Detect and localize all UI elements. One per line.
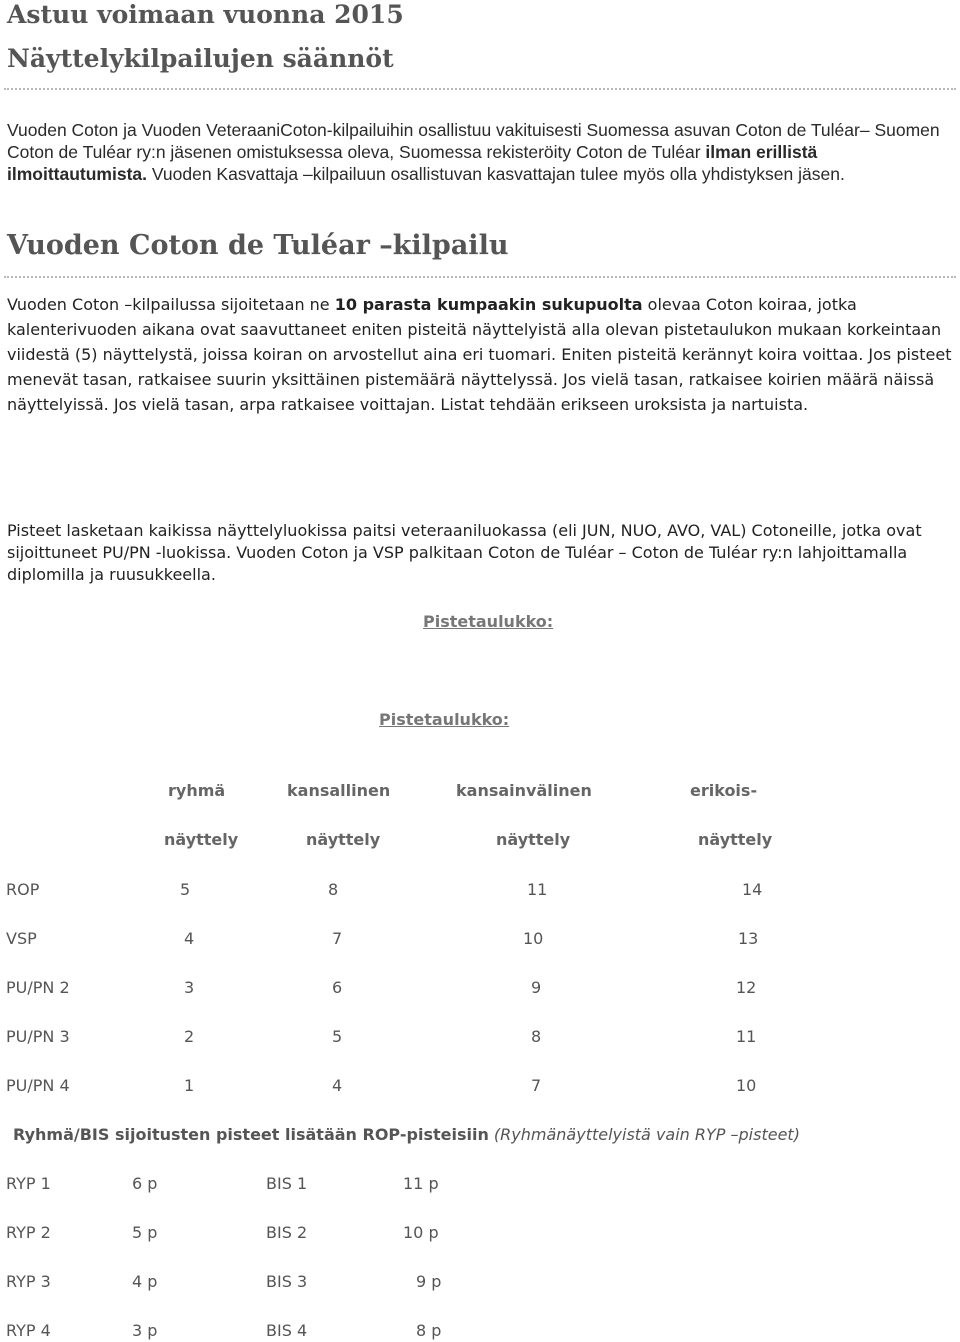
table-cell: 3 — [184, 978, 195, 997]
intro-paragraph — [7, 119, 955, 185]
rules-paragraph — [7, 292, 957, 417]
divider — [4, 276, 956, 278]
table-row-label: ROP — [6, 880, 40, 899]
bis-table-cell: 6 p — [132, 1174, 158, 1193]
table-cell: 4 — [332, 1076, 343, 1095]
table-title: Pistetaulukko: — [423, 612, 554, 631]
table-cell: 4 — [184, 929, 195, 948]
bis-table-cell: BIS 4 — [266, 1321, 308, 1340]
table-title: Pistetaulukko: — [379, 710, 510, 729]
document-title: Astuu voimaan vuonna 2015 — [7, 0, 404, 29]
table-cell: 1 — [184, 1076, 195, 1095]
column-header: näyttely — [164, 830, 239, 849]
table-cell: 5 — [332, 1027, 343, 1046]
bis-table-cell: 4 p — [132, 1272, 158, 1291]
column-header: ryhmä — [168, 781, 226, 800]
bis-table-cell: BIS 2 — [266, 1223, 308, 1242]
table-cell: 11 — [736, 1027, 757, 1046]
table-cell: 8 — [531, 1027, 542, 1046]
table-cell: 7 — [332, 929, 343, 948]
table-cell: 9 — [531, 978, 542, 997]
divider — [4, 88, 956, 90]
intro-bold-text: ilman erillistä ilmoittautumista. — [7, 142, 818, 184]
table-cell: 11 — [527, 880, 548, 899]
bis-table-cell: RYP 3 — [6, 1272, 51, 1291]
table-row-label: PU/PN 3 — [6, 1027, 70, 1046]
column-header: näyttely — [496, 830, 571, 849]
table-cell: 12 — [736, 978, 757, 997]
intro-text: Vuoden Coton ja Vuoden VeteraaniCoton-kilpailuihin osallistuu vakituisesti Suomessa asuvan Coton de Tuléar– Suomen Coton de Tuléar ry:n jäsenen omistuksessa oleva, Suomessa rekisteröity Coton de Tuléar — [7, 120, 940, 162]
bis-table-cell: RYP 4 — [6, 1321, 51, 1340]
bis-table-cell: 9 p — [416, 1272, 442, 1291]
column-header: näyttely — [306, 830, 381, 849]
table-cell: 8 — [328, 880, 339, 899]
table-row-label: VSP — [6, 929, 37, 948]
rules-text-end: olevaa Coton koiraa, jotka kalenterivuoden aikana ovat saavuttaneet eniten pisteitä näyttelyistä alla olevan pistetaulukon mukaan korkeintaan viidestä (5) näyttelystä, joissa koiran on arvostellut aina eri tuomari. Eniten pisteitä kerännyt koira voittaa. Jos pisteet menevät tasan, ratkaisee suurin yksittäinen pistemäärä näyttelyssä. Jos vielä tasan, ratkaisee koirien määrä näissä näyttelyissä. Jos vielä tasan, arpa ratkaisee voittajan. Listat tehdään erikseen uroksista ja nartuista. — [7, 295, 952, 414]
column-header: näyttely — [698, 830, 773, 849]
table-row-label: PU/PN 4 — [6, 1076, 70, 1095]
table-cell: 6 — [332, 978, 343, 997]
column-header: kansainvälinen — [456, 781, 592, 800]
table-row-label: PU/PN 2 — [6, 978, 70, 997]
rules-text: Vuoden Coton –kilpailussa sijoitetaan ne — [7, 295, 335, 314]
bis-table-cell: 5 p — [132, 1223, 158, 1242]
points-info-paragraph: Pisteet lasketaan kaikissa näyttelyluokissa paitsi veteraaniluokassa (eli JUN, NUO, AVO, VAL) Cotoneille, jotka ovat sijoittuneet PU/PN -luokissa. Vuoden Coton ja VSP palkitaan Coton de Tuléar – Coton de Tuléar ry:n lahjoittamalla diplomilla ja ruusukkeella. — [7, 521, 922, 584]
table-cell: 2 — [184, 1027, 195, 1046]
bis-table-cell: 8 p — [416, 1321, 442, 1340]
column-header: kansallinen — [287, 781, 391, 800]
table-cell: 13 — [738, 929, 759, 948]
table-cell: 14 — [742, 880, 763, 899]
rules-bold-text: 10 parasta kumpaakin sukupuolta — [334, 295, 643, 314]
bis-table-cell: 3 p — [132, 1321, 158, 1340]
table-cell: 5 — [180, 880, 191, 899]
bis-table-cell: RYP 1 — [6, 1174, 51, 1193]
intro-text-end: Vuoden Kasvattaja –kilpailuun osallistuvan kasvattajan tulee myös olla yhdistyksen jäsen. — [147, 164, 845, 184]
document-subtitle: Näyttelykilpailujen säännöt — [7, 44, 394, 73]
bis-table-cell: BIS 3 — [266, 1272, 308, 1291]
column-header: erikois- — [690, 781, 758, 800]
table-cell: 7 — [531, 1076, 542, 1095]
section-title: Vuoden Coton de Tuléar –kilpailu — [7, 230, 509, 261]
bis-note-italic: (Ryhmänäyttelyistä vain RYP –pisteet) — [493, 1125, 800, 1144]
bis-table-cell: BIS 1 — [266, 1174, 308, 1193]
bis-table-cell: 10 p — [403, 1223, 439, 1242]
table-cell: 10 — [736, 1076, 757, 1095]
bis-table-cell: RYP 2 — [6, 1223, 51, 1242]
bis-note-bold: Ryhmä/BIS sijoitusten pisteet lisätään ROP-pisteisiin — [13, 1125, 489, 1144]
bis-note — [13, 1125, 800, 1144]
bis-table-cell: 11 p — [403, 1174, 439, 1193]
table-cell: 10 — [523, 929, 544, 948]
